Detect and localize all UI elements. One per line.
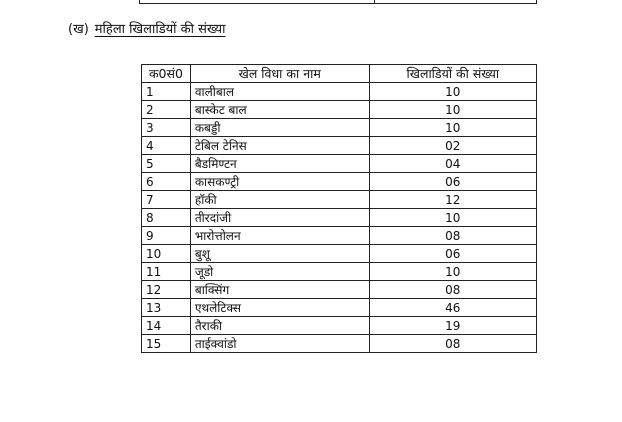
row-player-count: 08 <box>369 281 536 299</box>
table-row <box>142 119 537 137</box>
row-sport-name: तैराकी <box>190 317 369 335</box>
row-player-count: 46 <box>369 299 536 317</box>
row-serial-number: 5 <box>142 155 191 173</box>
table-row <box>142 191 537 209</box>
section-title: महिला खिलाडियों की संख्या <box>94 22 226 37</box>
row-player-count: 12 <box>369 191 536 209</box>
table-row <box>142 245 537 263</box>
row-sport-name: कबड्डी <box>190 119 369 137</box>
row-serial-number: 12 <box>142 281 191 299</box>
row-player-count: 04 <box>369 155 536 173</box>
row-sport-name: बैडमिण्टन <box>190 155 369 173</box>
row-serial-number: 14 <box>142 317 191 335</box>
row-sport-name: बाक्सिंग <box>190 281 369 299</box>
table-row <box>142 227 537 245</box>
row-sport-name: ताईक्वांडो <box>190 335 369 353</box>
row-serial-number: 15 <box>142 335 191 353</box>
row-player-count: 06 <box>369 245 536 263</box>
table-row <box>142 137 537 155</box>
previous-table-edge <box>139 0 537 4</box>
row-sport-name: टेबिल टेनिस <box>190 137 369 155</box>
table-row <box>142 209 537 227</box>
row-sport-name: हॉकी <box>190 191 369 209</box>
row-player-count: 06 <box>369 173 536 191</box>
row-sport-name: कासकण्ट्री <box>190 173 369 191</box>
row-sport-name: वालीबाल <box>190 83 369 101</box>
row-serial-number: 13 <box>142 299 191 317</box>
header-sport-name: खेल विधा का नाम <box>190 65 369 83</box>
row-player-count: 19 <box>369 317 536 335</box>
table-row <box>142 263 537 281</box>
row-player-count: 10 <box>369 263 536 281</box>
row-serial-number: 4 <box>142 137 191 155</box>
table-row <box>142 299 537 317</box>
row-player-count: 08 <box>369 335 536 353</box>
table-row <box>142 155 537 173</box>
row-serial-number: 1 <box>142 83 191 101</box>
row-serial-number: 8 <box>142 209 191 227</box>
row-serial-number: 3 <box>142 119 191 137</box>
table-row <box>142 317 537 335</box>
row-player-count: 08 <box>369 227 536 245</box>
row-sport-name: तीरदांजी <box>190 209 369 227</box>
row-sport-name: जूडो <box>190 263 369 281</box>
section-marker: (ख) <box>68 22 89 37</box>
row-player-count: 10 <box>369 101 536 119</box>
row-player-count: 02 <box>369 137 536 155</box>
table-row <box>142 101 537 119</box>
table-row <box>142 83 537 101</box>
row-sport-name: भारोत्तोलन <box>190 227 369 245</box>
table-body <box>142 83 537 353</box>
row-sport-name: एथलेटिक्स <box>190 299 369 317</box>
row-sport-name: बास्केट बाल <box>190 101 369 119</box>
header-player-count: खिलाडियों की संख्या <box>369 65 536 83</box>
row-serial-number: 9 <box>142 227 191 245</box>
row-serial-number: 7 <box>142 191 191 209</box>
row-sport-name: बुशू <box>190 245 369 263</box>
row-serial-number: 11 <box>142 263 191 281</box>
table-row <box>142 281 537 299</box>
header-serial-number: क0सं0 <box>142 65 191 83</box>
row-serial-number: 6 <box>142 173 191 191</box>
section-heading <box>68 21 225 39</box>
table-header-row <box>142 65 537 83</box>
row-player-count: 10 <box>369 209 536 227</box>
row-serial-number: 10 <box>142 245 191 263</box>
row-serial-number: 2 <box>142 101 191 119</box>
table-row <box>142 173 537 191</box>
women-players-table <box>141 64 537 353</box>
table-row <box>142 335 537 353</box>
previous-table-divider <box>374 0 375 3</box>
row-player-count: 10 <box>369 119 536 137</box>
row-player-count: 10 <box>369 83 536 101</box>
